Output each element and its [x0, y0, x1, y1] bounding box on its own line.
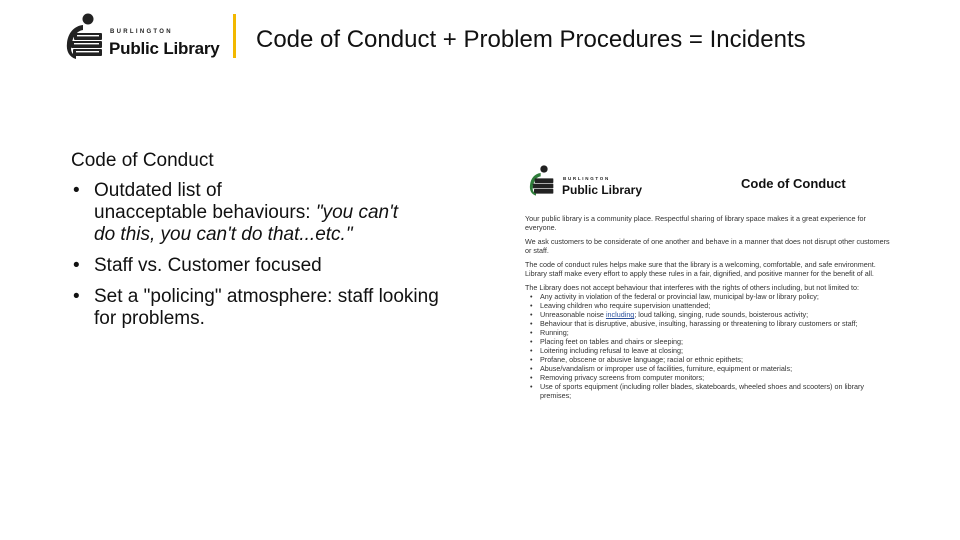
bullet-quote: "you can't	[315, 202, 399, 223]
document-paragraph: We ask customers to be considerate of one another and behave in a manner that does not disrupt other customers or staff.	[525, 237, 890, 255]
reader-books-icon	[64, 13, 106, 61]
bullet-text: Set a "policing" atmosphere: staff looking	[94, 286, 439, 307]
rule-item: • Use of sports equipment (including roller blades, skateboards, wheeled shoes and scooters) on library premises;	[525, 382, 891, 400]
bullet-text: Staff vs. Customer focused	[94, 255, 322, 276]
logo-wordmark-small: BURLINGTON	[110, 29, 173, 35]
rule-item: • Behaviour that is disruptive, abusive, insulting, harassing or threatening to library customers or staff;	[525, 319, 891, 328]
rule-item: • Profane, obscene or abusive language; racial or ethnic epithets;	[525, 355, 891, 364]
document-title: Code of Conduct	[741, 176, 846, 191]
code-of-conduct-document	[521, 158, 891, 416]
header-divider	[233, 14, 236, 58]
document-paragraph: The Library does not accept behaviour that interferes with the rights of others including, but not limited to:	[525, 283, 860, 292]
document-body	[525, 214, 891, 400]
bullet-policing	[71, 286, 511, 330]
document-paragraph: Your public library is a community place. Respectful sharing of library space makes it a great experience for everyone.	[525, 214, 866, 232]
document-logo	[526, 165, 656, 197]
rule-text: Unreasonable noise	[540, 310, 606, 319]
bullet-marker: •	[73, 180, 80, 201]
rule-item	[525, 310, 891, 319]
bullet-marker: •	[73, 286, 80, 307]
content-heading: Code of Conduct	[71, 150, 214, 171]
bullet-outdated-list	[71, 180, 511, 246]
rule-item: • Leaving children who require supervision unattended;	[525, 301, 891, 310]
bullet-text: for problems.	[94, 308, 205, 329]
document-logo-small: BURLINGTON	[563, 176, 610, 181]
document-paragraph: The code of conduct rules helps make sure that the library is a welcoming, comfortable, and safe environment. Library staff make every effort to apply these rules in a fair, dignified, and positive manner for the benefit of all.	[525, 260, 876, 278]
rule-text: ; loud talking, singing, rude sounds, boisterous activity;	[634, 310, 809, 319]
rule-item: • Loitering including refusal to leave at closing;	[525, 346, 891, 355]
slide-title: Code of Conduct + Problem Procedures = Incidents	[256, 26, 806, 53]
logo-wordmark: Public Library	[109, 39, 220, 58]
rule-item: • Placing feet on tables and chairs or sleeping;	[525, 337, 891, 346]
bullet-staff-focused	[71, 255, 511, 277]
rule-item: • Abuse/vandalism or improper use of facilities, furniture, equipment or materials;	[525, 364, 891, 373]
rule-item: • Any activity in violation of the federal or provincial law, municipal by-law or library policy;	[525, 292, 891, 301]
document-logo-wordmark: Public Library	[562, 183, 643, 197]
rule-item: • Running;	[525, 328, 891, 337]
document-rule-list	[525, 292, 891, 400]
bullet-quote: do this, you can't do that...etc."	[94, 224, 353, 245]
reader-books-icon	[526, 165, 558, 197]
slide-content	[71, 150, 511, 339]
rule-item: • Removing privacy screens from computer monitors;	[525, 373, 891, 382]
bullet-text: Outdated list of	[94, 180, 222, 201]
rule-link: including	[605, 310, 635, 319]
bullet-marker: •	[73, 255, 80, 276]
bullet-text: unacceptable behaviours:	[94, 202, 316, 223]
library-logo	[64, 13, 234, 63]
